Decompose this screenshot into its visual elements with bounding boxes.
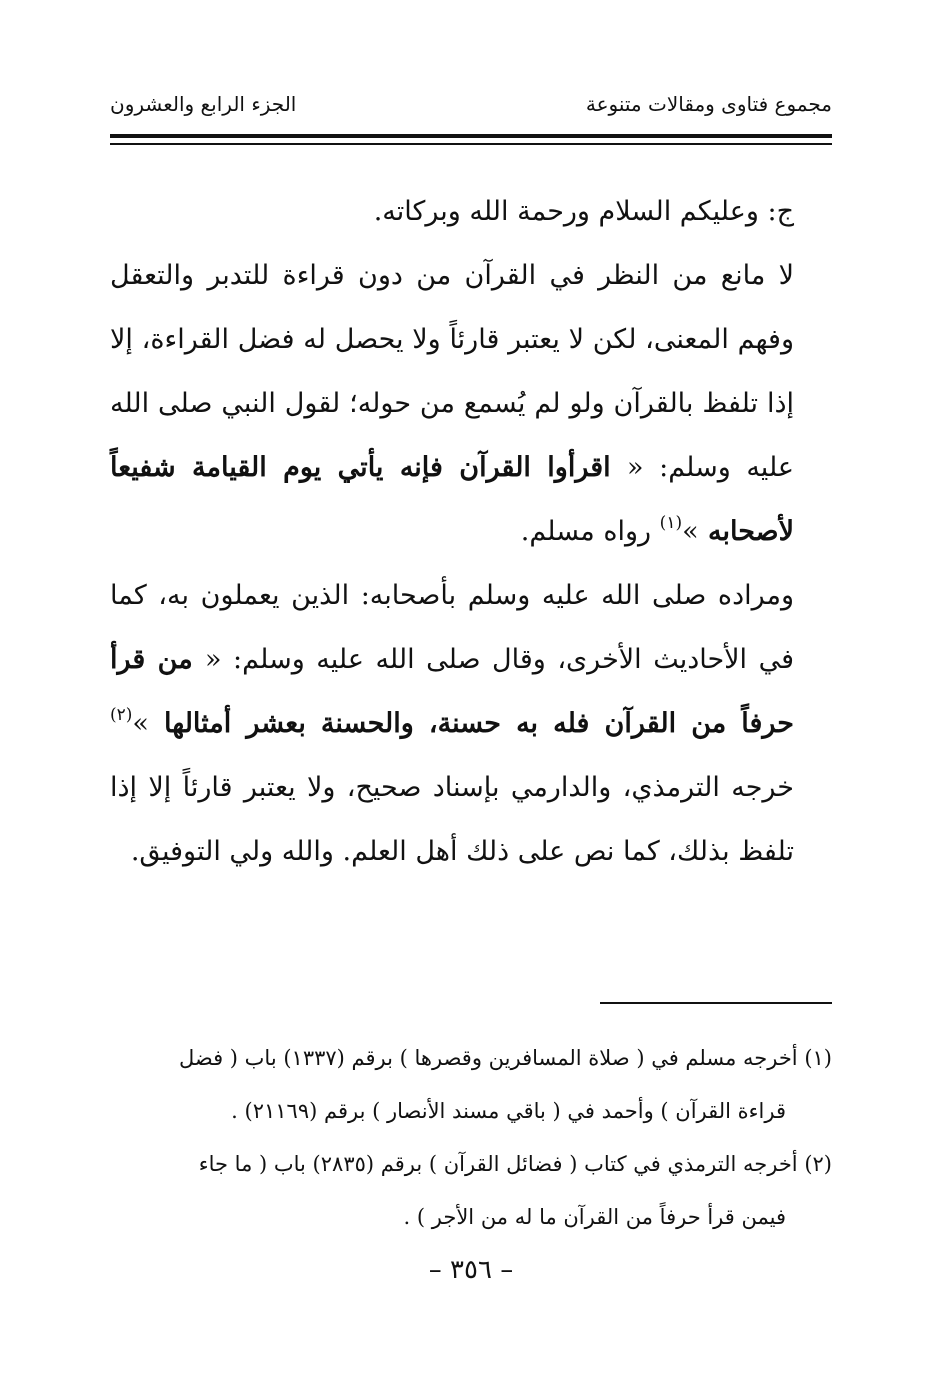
running-header <box>110 92 832 126</box>
quote-close-1: » <box>682 516 699 547</box>
answer-greeting: ج: وعليكم السلام ورحمة الله وبركاته. <box>373 196 794 227</box>
header-rule-thin <box>110 143 832 145</box>
footnote-ref-1: (١) <box>659 513 683 533</box>
paragraph-1 <box>110 244 832 564</box>
footnote-separator <box>600 1002 832 1004</box>
footnote-1-line-2: قراءة القرآن ) وأحمد في ( باقي مسند الأنصار ) برقم (٢١١٦٩) . <box>231 1099 786 1123</box>
paragraph-2 <box>110 564 832 884</box>
quote-close-2: » <box>132 708 149 739</box>
page-number: – ٣٥٦ – <box>428 1255 514 1285</box>
hadith-quote-1: اقرأوا القرآن فإنه يأتي يوم القيامة شفيعاً لأصحابه <box>110 452 794 547</box>
footnote-2-line-1: (٢) أخرجه الترمذي في كتاب ( فضائل القرآن ) برقم (٢٨٣٥) باب ( ما جاء <box>198 1152 832 1176</box>
part-label: الجزء الرابع والعشرون <box>110 92 297 116</box>
paragraph-2-source: خرجه الترمذي، والدارمي بإسناد صحيح، ولا يعتبر قارئاً إلا إذا تلفظ بذلك، كما نص على ذلك أهل العلم. والله ولي التوفيق. <box>110 772 794 867</box>
footnote-ref-2: (٢) <box>110 705 133 725</box>
footnotes <box>110 1032 832 1244</box>
header-rule-thick <box>110 134 832 138</box>
paragraph-1-text: لا مانع من النظر في القرآن من دون قراءة للتدبر والتعقل وفهم المعنى، لكن لا يعتبر قارئاً ولا يحصل له فضل القراءة، إلا إذا تلفظ بالقرآن ولو لم يُسمع من حوله؛ لقول النبي صلى الله عليه وسلم: « <box>110 260 795 483</box>
main-text <box>110 180 832 884</box>
footnote-1-line-1: (١) أخرجه مسلم في ( صلاة المسافرين وقصرها ) برقم (١٣٣٧) باب ( فضل <box>178 1046 832 1070</box>
book-title: مجموع فتاوى ومقالات متنوعة <box>585 92 832 116</box>
paragraph-1-source: رواه مسلم. <box>520 516 660 547</box>
hadith-quote-2: من قرأ حرفاً من القرآن فله به حسنة، والحسنة بعشر أمثالها <box>110 644 794 739</box>
paragraph-2-text: ومراده صلى الله عليه وسلم بأصحابه: الذين يعملون به، كما في الأحاديث الأخرى، وقال صلى الله عليه وسلم: « <box>110 580 794 675</box>
footnote-2-line-2: فيمن قرأ حرفاً من القرآن ما له من الأجر ) . <box>403 1205 786 1229</box>
